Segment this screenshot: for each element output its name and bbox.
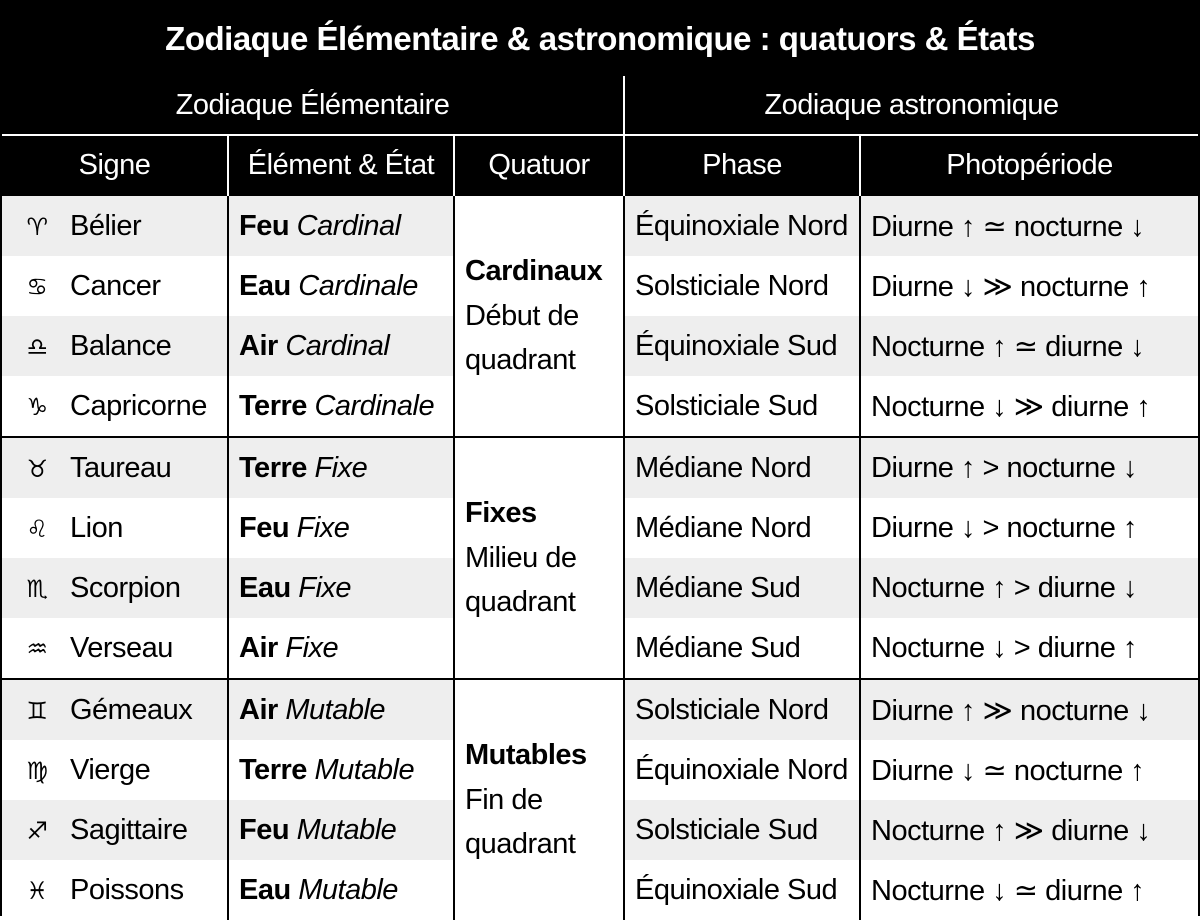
sign-cell	[2, 195, 228, 256]
state-name: Cardinale	[314, 389, 435, 422]
sign-name: Verseau	[70, 631, 173, 664]
quatuor-desc-line2: quadrant	[465, 828, 576, 861]
quatuor-desc-line1: Fin de	[465, 783, 543, 816]
sign-name: Poissons	[70, 873, 184, 906]
aries-icon: ♈︎	[26, 212, 48, 241]
sign-name: Capricorne	[70, 389, 207, 422]
sign-name: Sagittaire	[70, 813, 188, 846]
element-state-cell	[228, 498, 454, 558]
element-state-cell	[228, 256, 454, 316]
virgo-icon: ♍︎	[26, 756, 48, 785]
element-name: Terre	[239, 451, 307, 484]
sign-cell	[2, 618, 228, 679]
element-state-cell	[228, 679, 454, 740]
quatuor-name: Fixes	[465, 496, 537, 529]
column-header-signe: Signe	[2, 135, 228, 195]
sign-cell	[2, 498, 228, 558]
phase-cell: Médiane Sud	[624, 558, 860, 618]
phase-cell: Équinoxiale Sud	[624, 316, 860, 376]
element-name: Terre	[239, 753, 307, 786]
sign-name: Vierge	[70, 753, 151, 786]
sign-cell	[2, 860, 228, 920]
quatuor-name: Mutables	[465, 738, 587, 771]
element-name: Eau	[239, 269, 291, 302]
quatuor-name: Cardinaux	[465, 254, 603, 287]
phase-cell: Solsticiale Nord	[624, 679, 860, 740]
gemini-icon: ♊︎	[26, 696, 48, 725]
state-name: Mutable	[298, 873, 398, 906]
element-state-cell	[228, 558, 454, 618]
table-row	[2, 195, 1198, 256]
photoperiod-cell: Nocturne ↓ ≃ diurne ↑	[860, 860, 1198, 920]
state-name: Fixe	[314, 451, 368, 484]
group-header-elemental: Zodiaque Élémentaire	[2, 76, 624, 135]
photoperiod-cell: Diurne ↑ ≫ nocturne ↓	[860, 679, 1198, 740]
sagittarius-icon: ♐︎	[26, 816, 48, 845]
leo-icon: ♌︎	[26, 514, 48, 543]
quatuor-desc-line1: Début de	[465, 299, 579, 332]
element-state-cell	[228, 316, 454, 376]
scorpio-icon: ♏︎	[26, 574, 48, 603]
element-name: Terre	[239, 389, 307, 422]
state-name: Mutable	[285, 693, 386, 726]
phase-cell: Médiane Sud	[624, 618, 860, 679]
sign-name: Cancer	[70, 269, 161, 302]
state-name: Cardinale	[298, 269, 418, 302]
phase-cell: Médiane Nord	[624, 498, 860, 558]
column-header-quatuor: Quatuor	[454, 135, 624, 195]
sign-name: Balance	[70, 329, 172, 362]
table-body	[2, 195, 1198, 920]
element-name: Air	[239, 329, 278, 362]
photoperiod-cell: Nocturne ↑ > diurne ↓	[860, 558, 1198, 618]
element-name: Air	[239, 631, 278, 664]
phase-cell: Solsticiale Sud	[624, 800, 860, 860]
sign-cell	[2, 316, 228, 376]
element-state-cell	[228, 800, 454, 860]
sign-name: Lion	[70, 511, 123, 544]
state-name: Mutable	[296, 813, 397, 846]
sign-cell	[2, 256, 228, 316]
element-state-cell	[228, 618, 454, 679]
photoperiod-cell: Nocturne ↑ ≫ diurne ↓	[860, 800, 1198, 860]
element-state-cell	[228, 860, 454, 920]
photoperiod-cell: Diurne ↓ ≃ nocturne ↑	[860, 740, 1198, 800]
element-name: Feu	[239, 511, 290, 544]
element-name: Feu	[239, 209, 290, 242]
sign-name: Gémeaux	[70, 693, 193, 726]
sign-name: Bélier	[70, 209, 142, 242]
phase-cell: Équinoxiale Sud	[624, 860, 860, 920]
column-header-photoperiode: Photopériode	[860, 135, 1198, 195]
table-row	[2, 437, 1198, 498]
phase-cell: Médiane Nord	[624, 437, 860, 498]
sign-cell	[2, 437, 228, 498]
cancer-icon: ♋︎	[26, 272, 48, 301]
group-header-astronomical: Zodiaque astronomique	[624, 76, 1198, 135]
capricorn-icon: ♑︎	[26, 392, 48, 421]
element-name: Feu	[239, 813, 290, 846]
quatuor-cell	[454, 195, 624, 437]
quatuor-desc-line2: quadrant	[465, 586, 576, 619]
table-title: Zodiaque Élémentaire & astronomique : quatuors & États	[2, 2, 1198, 76]
sign-cell	[2, 679, 228, 740]
element-state-cell	[228, 195, 454, 256]
libra-icon: ♎︎	[26, 332, 48, 361]
quatuor-desc-line2: quadrant	[465, 344, 576, 377]
state-name: Fixe	[296, 511, 350, 544]
photoperiod-cell: Diurne ↓ > nocturne ↑	[860, 498, 1198, 558]
aquarius-icon: ♒︎	[26, 634, 48, 663]
sign-name: Scorpion	[70, 571, 181, 604]
element-state-cell	[228, 740, 454, 800]
phase-cell: Solsticiale Sud	[624, 376, 860, 437]
taurus-icon: ♉︎	[26, 454, 48, 483]
sign-cell	[2, 558, 228, 618]
phase-cell: Équinoxiale Nord	[624, 195, 860, 256]
table-row	[2, 679, 1198, 740]
state-name: Mutable	[314, 753, 415, 786]
sign-cell	[2, 800, 228, 860]
phase-cell: Solsticiale Nord	[624, 256, 860, 316]
photoperiod-cell: Diurne ↓ ≫ nocturne ↑	[860, 256, 1198, 316]
quatuor-cell	[454, 437, 624, 679]
element-name: Air	[239, 693, 278, 726]
sign-cell	[2, 376, 228, 437]
photoperiod-cell: Nocturne ↑ ≃ diurne ↓	[860, 316, 1198, 376]
phase-cell: Équinoxiale Nord	[624, 740, 860, 800]
state-name: Cardinal	[285, 329, 390, 362]
sign-cell	[2, 740, 228, 800]
column-header-element: Élément & État	[228, 135, 454, 195]
state-name: Fixe	[285, 631, 339, 664]
element-state-cell	[228, 437, 454, 498]
pisces-icon: ♓︎	[26, 876, 48, 905]
column-header-phase: Phase	[624, 135, 860, 195]
quatuor-desc-line1: Milieu de	[465, 541, 577, 574]
zodiac-table	[2, 76, 1198, 920]
photoperiod-cell: Nocturne ↓ ≫ diurne ↑	[860, 376, 1198, 437]
quatuor-cell	[454, 679, 624, 920]
state-name: Cardinal	[296, 209, 401, 242]
photoperiod-cell: Nocturne ↓ > diurne ↑	[860, 618, 1198, 679]
element-name: Eau	[239, 571, 291, 604]
sign-name: Taureau	[70, 451, 172, 484]
state-name: Fixe	[298, 571, 352, 604]
element-state-cell	[228, 376, 454, 437]
photoperiod-cell: Diurne ↑ ≃ nocturne ↓	[860, 195, 1198, 256]
photoperiod-cell: Diurne ↑ > nocturne ↓	[860, 437, 1198, 498]
element-name: Eau	[239, 873, 291, 906]
